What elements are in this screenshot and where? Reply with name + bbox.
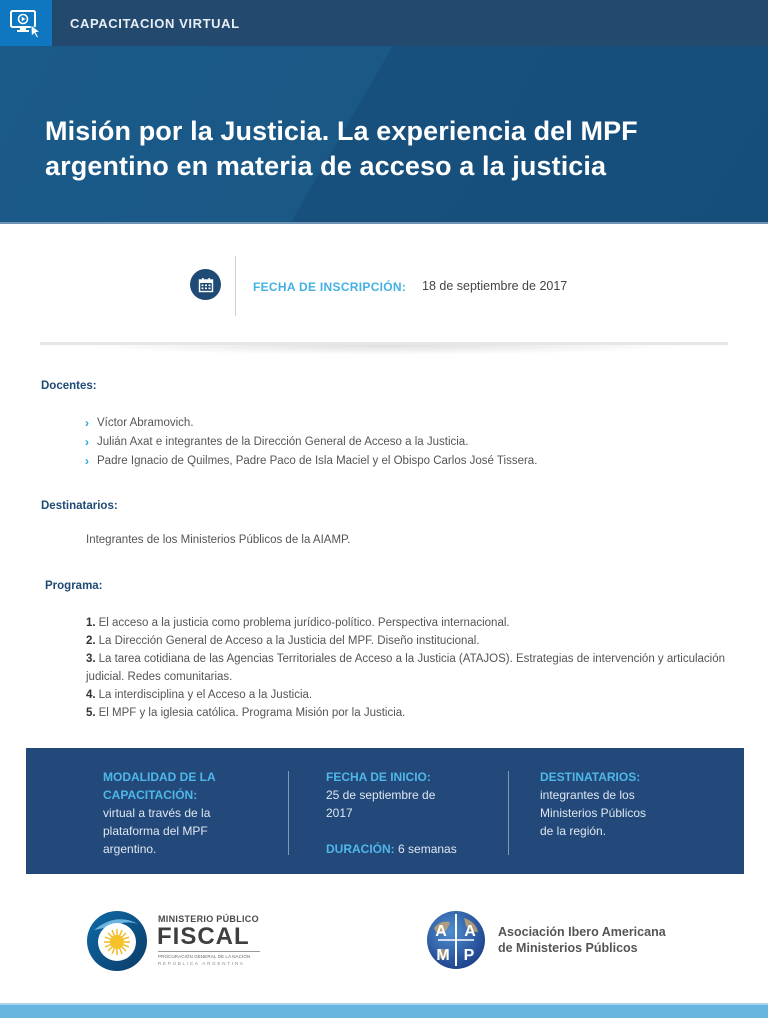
program-item-number: 3. xyxy=(86,653,96,665)
program-item xyxy=(86,614,746,632)
destinatarios-column xyxy=(540,768,646,840)
programa-heading: Programa: xyxy=(45,580,103,592)
program-item-text: La tarea cotidiana de las Agencias Territoriales de Acceso a la Justicia (ATAJOS). Estrategias de intervención y articulación judicial. Redes comunitarias. xyxy=(86,653,726,683)
list-item xyxy=(85,454,537,473)
program-item xyxy=(86,650,746,686)
aiamp-name-line2: de Ministerios Públicos xyxy=(498,941,638,955)
column-divider xyxy=(288,771,289,855)
svg-text:M: M xyxy=(436,947,450,964)
chevron-right-icon: › xyxy=(85,435,89,449)
list-item xyxy=(85,416,537,435)
header-title: CAPACITACION VIRTUAL xyxy=(70,16,240,31)
virtual-training-icon-box xyxy=(0,0,52,46)
svg-text:I: I xyxy=(454,924,458,935)
docente-name: Padre Ignacio de Quilmes, Padre Paco de Isla Maciel y el Obispo Carlos José Tissera. xyxy=(97,455,538,467)
monitor-play-cursor-icon xyxy=(9,8,43,38)
course-info-box xyxy=(26,748,744,874)
program-item-text: La Dirección General de Acceso a la Justicia del MPF. Diseño institucional. xyxy=(98,635,480,647)
hero-bottom-line xyxy=(0,222,768,224)
mpf-logo-rule xyxy=(158,951,260,952)
destinatarios-text: Integrantes de los Ministerios Públicos de la AIAMP. xyxy=(86,534,351,546)
fecha-inicio-text: 2017 xyxy=(326,806,353,820)
modalidad-label: MODALIDAD DE LA xyxy=(103,770,216,784)
program-item xyxy=(86,632,746,650)
program-item-number: 5. xyxy=(86,707,96,719)
page-title: Misión por la Justicia. La experiencia del MPF argentino en materia de acceso a la justicia xyxy=(45,116,638,181)
destinatarios-heading: Destinatarios: xyxy=(41,500,118,512)
docente-name: Víctor Abramovich. xyxy=(97,417,194,429)
destinatarios-box-text: de la región. xyxy=(540,824,607,838)
hero-banner xyxy=(0,46,768,224)
mpf-logo-line1: MINISTERIO PÚBLICO xyxy=(158,914,259,924)
modalidad-label: CAPACITACIÓN: xyxy=(103,788,198,802)
program-item xyxy=(86,686,746,704)
program-item-number: 2. xyxy=(86,635,96,647)
aiamp-logo xyxy=(426,910,706,972)
programa-list xyxy=(86,614,746,722)
duracion-label: DURACIÓN: xyxy=(326,842,395,856)
mpf-logo-line3: PROCURACIÓN GENERAL DE LA NACIÓN xyxy=(158,954,251,959)
fecha-inicio-text: 25 de septiembre de xyxy=(326,788,436,802)
mpf-logo-line2: FISCAL xyxy=(157,923,250,950)
fecha-inicio-label: FECHA DE INICIO: xyxy=(326,770,431,784)
destinatarios-label: DESTINATARIOS: xyxy=(540,770,641,784)
docente-name: Julián Axat e integrantes de la Dirección General de Acceso a la Justicia. xyxy=(97,436,469,448)
destinatarios-box-text: integrantes de los xyxy=(540,788,635,802)
chevron-right-icon: › xyxy=(85,454,89,468)
modalidad-text: argentino. xyxy=(103,842,157,856)
mpf-logo xyxy=(86,910,276,972)
modalidad-column xyxy=(103,768,216,858)
docentes-list xyxy=(85,416,537,473)
duracion-value: 6 semanas xyxy=(398,842,457,856)
section-divider-shadow xyxy=(70,345,700,355)
aiamp-name xyxy=(498,924,666,956)
enrollment-date xyxy=(188,256,608,316)
program-item xyxy=(86,704,746,722)
program-item-text: La interdisciplina y el Acceso a la Justicia. xyxy=(98,689,313,701)
list-item xyxy=(85,435,537,454)
svg-text:P: P xyxy=(463,947,475,964)
modalidad-text: plataforma del MPF xyxy=(103,824,208,838)
svg-text:A: A xyxy=(464,923,476,940)
program-item-number: 1. xyxy=(86,617,96,629)
aiamp-globe-icon xyxy=(426,910,486,970)
calendar-icon-circle xyxy=(190,269,221,300)
top-bar xyxy=(0,0,768,46)
docentes-heading: Docentes: xyxy=(41,380,97,392)
program-item-text: El MPF y la iglesia católica. Programa Misión por la Justicia. xyxy=(98,707,406,719)
enrollment-value: 18 de septiembre de 2017 xyxy=(422,279,568,293)
mpf-sun-emblem-icon xyxy=(86,910,148,972)
enrollment-label: FECHA DE INSCRIPCIÓN: xyxy=(253,280,407,294)
vertical-divider xyxy=(235,256,236,316)
modalidad-text: virtual a través de la xyxy=(103,806,211,820)
svg-text:A: A xyxy=(435,923,447,940)
fecha-inicio-column xyxy=(326,768,457,858)
footer-bar xyxy=(0,1003,768,1018)
aiamp-name-line1: Asociación Ibero Americana xyxy=(498,925,666,939)
chevron-right-icon: › xyxy=(85,416,89,430)
destinatarios-box-text: Ministerios Públicos xyxy=(540,806,647,820)
duracion-line xyxy=(326,840,457,858)
calendar-icon xyxy=(198,277,214,293)
program-item-text: El acceso a la justicia como problema jurídico-político. Perspectiva internacional. xyxy=(98,617,510,629)
program-item-number: 4. xyxy=(86,689,96,701)
mpf-logo-line4: REPÚBLICA ARGENTINA xyxy=(158,961,245,966)
column-divider xyxy=(508,771,509,855)
